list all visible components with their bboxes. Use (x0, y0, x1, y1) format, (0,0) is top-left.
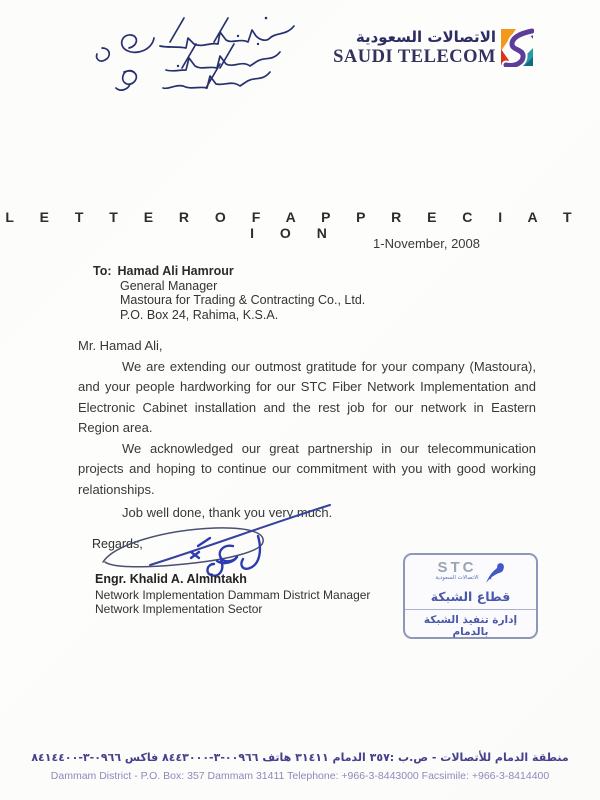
handwritten-annotation-icon (58, 8, 308, 93)
letter-date: 1-November, 2008 (373, 236, 480, 251)
stamp-line-2: إدارة تنفيذ الشبكة بالدمام (405, 609, 536, 638)
signer-block (95, 572, 370, 616)
letter-title: L E T T E R O F A P P R E C I A T I O N (5, 209, 577, 241)
footer-english-line: Dammam District - P.O. Box: 357 Dammam 31411 Telephone: +966-3-8443000 Facsimile: +966-3-8414400 (50, 770, 550, 782)
company-logo-text (330, 29, 496, 68)
recipient-role: General Manager (120, 278, 218, 293)
department-stamp (403, 553, 538, 639)
recipient-company: Mastoura for Trading & Contracting Co., Ltd. (120, 293, 366, 307)
stamp-line-1: قطاع الشبكة (430, 589, 511, 604)
letter-body (78, 336, 536, 524)
recipient-address: P.O. Box 24, Rahima, K.S.A. (120, 307, 279, 322)
signer-title-1: Network Implementation Dammam District Manager (95, 588, 371, 602)
body-paragraph-1: We are extending our outmost gratitude for your company (Mastoura), and your people hardworking for our STC Fiber Network Implementation and Electronic Cabinet installation and the rest job for our network in Eastern Region area. (78, 358, 536, 435)
stamp-brand: STC (437, 559, 477, 576)
to-label: To: (93, 264, 112, 278)
signer-title-2: Network Implementation Sector (95, 601, 263, 616)
body-paragraph-3: Job well done, thank you very much. (122, 505, 333, 520)
signer-name: Engr. Khalid A. Almintakh (95, 572, 247, 586)
company-name-arabic: الاتصالات السعودية (355, 28, 496, 46)
company-name-english: SAUDI TELECOM (333, 47, 496, 68)
stamp-brand-arabic: الاتصالات السعودية (435, 575, 479, 581)
footer-arabic-line: منطقة الدمام للأتصالات - ص.ب :٣٥٧ الدمام ٣١٤١١ هاتف ٠٠٩٦٦-٣-٨٤٤٣٠٠٠ فاكس ٠٩٦٦-٣-٨٤١٤٤٠٠ (31, 751, 569, 764)
recipient-block (93, 264, 365, 322)
recipient-name: Hamad Ali Hamrour (117, 264, 234, 278)
body-paragraph-2: We acknowledged our great partnership in our telecommunication projects and hoping to continue our commitment with you with good working relationships. (78, 440, 536, 497)
recipient-name-row (93, 264, 365, 279)
signature-icon (95, 498, 345, 580)
stc-logo-icon (500, 27, 534, 67)
salutation: Mr. Hamad Ali, (78, 338, 163, 353)
closing-word: Regards, (92, 537, 143, 551)
stamp-swoosh-icon (484, 561, 506, 585)
